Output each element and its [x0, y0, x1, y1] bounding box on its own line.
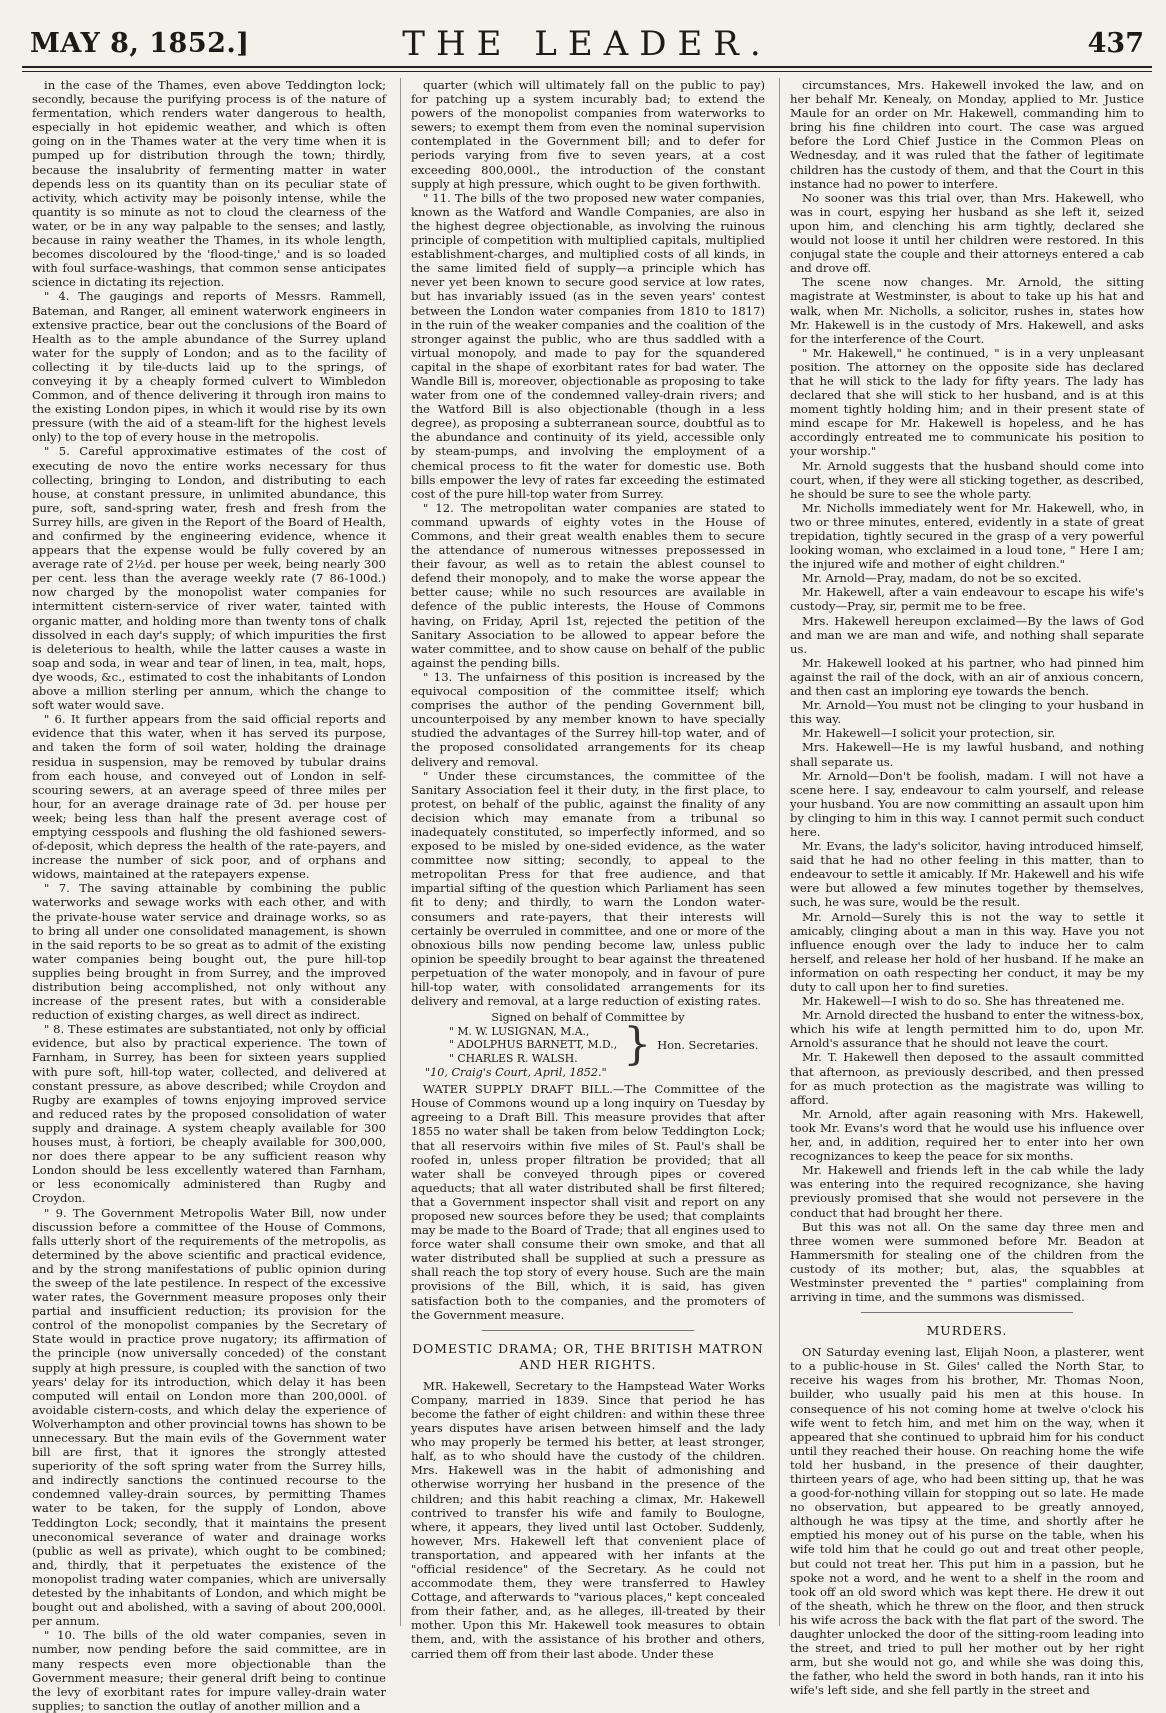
signatory-name: " M. W. LUSIGNAN, M.A., [449, 1024, 590, 1038]
paragraph: Mr. Hakewell—I solicit your protection, sir. [802, 726, 1056, 741]
paragraph: " Mr. Hakewell," he continued, " is in a very unpleasant position. The attorney on the opposite side has declared that he will stick to the lady for fifty years. The lady has declared that she will stick to her husband, and is at this moment tightly holding him; and in their present state of mind escape for Mr. Hakewell is hopeless, and he has accordingly entreated me to communicate his position to your worship." [790, 345, 1144, 459]
paragraph: Mr. Arnold suggests that the husband should come into court, when, if they were all sticking together, as described, he should be sure to see the whole party. [790, 458, 1144, 501]
sanitary-petition-continued [411, 78, 765, 1008]
signature-grid [449, 1019, 765, 1071]
header-rule-thin [22, 71, 1152, 72]
signatory-name: " CHARLES R. WALSH. [449, 1051, 578, 1065]
paragraph: " 4. The gaugings and reports of Messrs. Rammell, Bateman, and Ranger, all eminent waterwork engineers in extensive practice, bear out the conclusions of the Board of Health as to the ample abundance of the Surrey upland water for the supply of London; and as to the facility of collecting it by tile-ducts laid up to the springs, of conveying it by a cheaply formed culvert to Wimbledon Common, and of thence delivering it through iron mains to the existing London pipes, in which it would rise by its own pressure (with the aid of a steam-lift for the highest levels only) to the top of every house in the metropolis. [32, 289, 386, 445]
paragraph: " 10. The bills of the old water companies, seven in number, now pending before the said committee, are in many respects even more objectionable than the Government measure; their general drift being to continue the levy of exorbitant rates for impure valley-drain water supplies; to sanction the outlay of another million and a [32, 1628, 386, 1713]
paragraph: " 13. The unfairness of this position is increased by the equivocal composition of the committee itself; which comprises the author of the pending Government bill, uncounterpoised by any member known to have specially studied the advantages of the Surrey hill-top water, and of the proposed consolidated arrangements for its cheap delivery and removal. [411, 669, 765, 769]
domestic-drama-article [411, 1379, 765, 1661]
paragraph: Mr. Arnold—Don't be foolish, madam. I will not have a scene here. I say, endeavour to calm yourself, and release your husband. You are now committing an assault upon him by clinging to him in this way. I cannot permit such conduct here. [790, 768, 1144, 839]
columns [32, 78, 1144, 1713]
masthead [26, 0, 1148, 64]
paragraph: circumstances, Mrs. Hakewell invoked the law, and on her behalf Mr. Kenealy, on Monday, applied to Mr. Justice Maule for an order on Mr. Hakewell, commanding him to bring his fine children into court. The case was argued before the Lord Chief Justice in the Common Pleas on Wednesday, and it was ruled that the father of legitimate children has the custody of them, and that the Court in this instance had no power to interfere. [790, 78, 1144, 191]
paragraph: Mr. Hakewell and friends left in the cab while the lady was entering into the required recognizance, she having previously promised that she would not persevere in the conduct that had brought her there. [790, 1163, 1144, 1220]
signature-address: "10, Craig's Court, April, 1852." [425, 1065, 607, 1079]
brace-glyph: } [623, 1019, 652, 1071]
paragraph: quarter (which will ultimately fall on the public to pay) for patching up a system incurably bad; to extend the powers of the monopolist companies from waterworks to sewers; to exempt them from even the nominal supervision contemplated in the Government bill; and to defer for periods varying from five to seven years, at a cost exceeding 800,000l., the introduction of the constant supply at high pressure, which ought to be given forthwith. [411, 78, 765, 191]
domestic-drama-continued [790, 78, 1144, 1304]
paragraph: " 5. Careful approximative estimates of the cost of executing de novo the entire works necessary for thus collecting, bringing to London, and distributing to each house, at constant pressure, in unlimited abundance, this pure, soft, sand-spring water, fresh and fresh from the Surrey hills, are given in the Report of the Board of Health, and confirmed by the engineering evidence, whence it appears that the expense would be fully covered by an average rate of 2½d. per house per week, being nearly 300 per cent. less than the average weekly rate (7 86-100d.) now charged by the monopolist water companies for intermittent cistern-service of river water, tainted with organic matter, and holding more than twenty tons of chalk dissolved in each day's supply; of which impurities the first is deleterious to health, while the latter causes a waste in soap and soda, in wear and tear of linen, in tea, malt, hops, dye woods, &c., estimated to cost the inhabitants of London above a million sterling per annum, which the change to soft water would save. [32, 444, 386, 713]
paragraph: Mr. Arnold—Surely this is not the way to settle it amicably, clinging about a man in this way. Have you not influence enough over the lady to induce her to calm herself, and release her hold of her husband. If he make an information on oath respecting her conduct, it may be my duty to call upon her to find sureties. [790, 909, 1144, 994]
paragraph: Mr. Arnold—You must not be clinging to your husband in this way. [790, 698, 1144, 727]
murders-article [790, 1345, 1144, 1697]
paragraph: Mrs. Hakewell—He is my lawful husband, and nothing shall separate us. [790, 740, 1144, 769]
paragraph: Mr. Arnold—Pray, madam, do not be so excited. [802, 571, 1082, 586]
paragraph: Mr. Hakewell, after a vain endeavour to escape his wife's custody—Pray, sir, permit me to be free. [790, 585, 1144, 614]
paragraph: Mr. Arnold directed the husband to enter the witness-box, which his wife at length permitted him to do, upon Mr. Arnold's assurance that he should not leave the court. [790, 1008, 1144, 1051]
paragraph: Mr. Hakewell—I wish to do so. She has threatened me. [802, 994, 1125, 1009]
paragraph: ON Saturday evening last, Elijah Noon, a plasterer, went to a public-house in St. Giles' called the North Star, to receive his wages from his brother, Mr. Thomas Noon, builder, who usually paid his men at this house. In consequence of his not coming home at twelve o'clock his wife went to fetch him, and met him on the way, when it appeared that she continued to upbraid him for his conduct until they reached their house. On reaching home the wife told her husband, in the presence of their daughter, thirteen years of age, who had been sitting up, that he was a good-for-nothing villain for stopping out so late. He made no observation, but appeared to be greatly annoyed, although he was tipsy at the time, and shortly after he emptied his money out of his purse on the table, when his wife told him that he could go out and treat other people, but could not treat her. This put him in a passion, but he spoke not a word, and he went to a shelf in the room and took off an old sword which was kept there. He drew it out of the sheath, which he threw on the floor, and then struck his wife across the back with the flat part of the sword. The daughter unlocked the door of the sitting-room leading into the street, and tried to pull her mother out by her right arm, but she would not go, and while she was doing this, the father, who held the sword in both hands, ran it into his wife's left side, and she fell partly in the street and [790, 1345, 1144, 1698]
paragraph: " 8. These estimates are substantiated, not only by official evidence, but also by practical experience. The town of Farnham, in Surrey, has been for sixteen years supplied with pure soft, hill-top water, collected, and delivered at constant pressure, as above described; while Croydon and Rugby are examples of towns enjoying improved service and reduced rates by the proposed consolidation of water supply and drainage. A system cheaply available for 300 houses must, à fortiori, be cheaply available for 300,000, nor does there appear to be any sufficient reason why London should be less excellently watered than Farnham, or less economically administered than Rugby and Croydon. [32, 1022, 386, 1206]
section-divider [861, 1312, 1073, 1313]
paragraph: Mrs. Hakewell hereupon exclaimed—By the laws of God and man we are man and wife, and nothing shall separate us. [790, 613, 1144, 656]
paragraph: " 7. The saving attainable by combining the public waterworks and sewage works with each other, and with the private-house water service and drainage works, so as to bring all under one consolidated management, is shown in the said reports to be so great as to admit of the existing water companies being bought out, the pure hill-top supplies being brought in from Surrey, and the improved distribution being accomplished, not only without any increase of the present rates, but with a considerable reduction of existing charges, as well direct as indirect. [32, 881, 386, 1023]
signatory-role: Hon. Secretaries. [657, 1038, 759, 1053]
signatory-name: " ADOLPHUS BARNETT, M.D., [449, 1038, 618, 1052]
signature-block [411, 1011, 765, 1079]
signatory-names [449, 1025, 617, 1066]
paragraph: Mr. T. Hakewell then deposed to the assault committed that afternoon, as previously described, and then pressed for as much protection as the magistrate was willing to afford. [790, 1050, 1144, 1107]
paragraph: Mr. Hakewell looked at his partner, who had pinned him against the rail of the dock, with an air of anxious concern, and then cast an imploring eye towards the bench. [790, 655, 1144, 699]
paragraph: But this was not all. On the same day three men and three women were summoned before Mr. Beadon at Hammersmith for stealing one of the children from the custody of its mother; but, alas, the squabbles at Westminster prevented the " parties" complaining from arriving in time, and the summons was dismissed. [790, 1219, 1144, 1305]
paragraph: " 12. The metropolitan water companies are stated to command upwards of eighty votes in the House of Commons, and their great wealth enables them to secure the attendance of numerous witnesses prepossessed in their favour, as well as to retain the ablest counsel to defend their monopoly, and to make the worse appear the better cause; while no such resources are available in defence of the public interests, the House of Commons having, on Friday, April 1st, rejected the petition of the Sanitary Association to be allowed to appear before the water committee, and to show cause on behalf of the public against the pending bills. [411, 500, 765, 670]
issue-date: MAY 8, 1852.] [30, 28, 250, 59]
paragraph: " 9. The Government Metropolis Water Bill, now under discussion before a committee of the House of Commons, falls utterly short of the requirements of the metropolis, as determined by the above scientific and practical evidence, and by the strong manifestations of public opinion during the sweep of the late pestilence. In respect of the excessive water rates, the Government measure proposes only their partial and insufficient reduction; its provision for the control of the monopolist companies by the Secretary of State would in practice prove nugatory; its affirmation of the principle (now universally conceded) of the constant supply at high pressure, is coupled with the sanction of two years' delay for its introduction, which delay it has been computed will entail on London more than 200,000l. of avoidable cistern-costs, and which delay the experience of Wolverhampton and other provincial towns has shown to be unnecessary. But the main evils of the Government water bill are first, that it ignores the strongly attested superiority of the soft spring water from the Surrey hills, and indirectly sanctions the continued recourse to the condemned valley-drain sources, by permitting Thames water to be taken, for the supply of London, above Teddington Lock; secondly, that it maintains the present uneconomical severance of water and drainage works (public as well as private), which ought to be combined; and, thirdly, that it perpetuates the existence of the monopolist trading water companies, which are universally detested by the inhabitants of London, and which might be bought out and abolished, with a saving of about 200,000l. per annum. [32, 1205, 386, 1629]
paragraph: Mr. Arnold, after again reasoning with Mrs. Hakewell, took Mr. Evans's word that he would use his influence over her, and, in addition, required her to enter into her own recognizances to keep the peace for six months. [790, 1106, 1144, 1164]
section-divider [482, 1330, 694, 1331]
column-3 [779, 78, 1144, 1698]
paragraph: " 6. It further appears from the said official reports and evidence that this water, when it has served its purpose, and taken the form of soil water, holding the drainage residua in suspension, may be removed by tubular drains from each house, and conveyed out of London in self-scouring sewers, at an average speed of three miles per hour, for an average drainage rate of 3d. per house per week; being less than half the present average cost of emptying cesspools and flushing the old fashioned sewers-of-deposit, which depress the health of the rate-payers, and increase the number of sick poor, and of orphans and widows, maintained at the ratepayers expense. [32, 712, 386, 882]
paragraph: The scene now changes. Mr. Arnold, the sitting magistrate at Westminster, is about to take up his hat and walk, when Mr. Nicholls, a solicitor, rushes in, states how Mr. Hakewell is in the custody of Mrs. Hakewell, and asks for the interference of the Court. [790, 275, 1144, 346]
newspaper-title: THE LEADER. [402, 24, 772, 64]
page-number: 437 [1087, 28, 1144, 59]
section-heading-murders: MURDERS. [926, 1323, 1008, 1339]
paragraph: WATER SUPPLY DRAFT BILL.—The Committee of the House of Commons wound up a long inquiry on Tuesday by agreeing to a Draft Bill. This measure provides that after 1855 no water shall be taken from below Teddington Lock; that all reservoirs within five miles of St. Paul's shall be roofed in, unless proper filtration be provided; that all water shall be conveyed through pipes or covered aqueducts; that all water distributed shall be first filtered; that a Government inspector shall visit and report on any proposed new sources before they be used; that complaints may be made to the Board of Trade; that all engines used to force water shall consume their own smoke, and that all water distributed shall be supplied at such a pressure as shall reach the top story of every house. Such are the main provisions of the Bill, which, it is said, has given satisfaction both to the companies, and the promoters of the Government measure. [411, 1082, 765, 1322]
paragraph: " 11. The bills of the two proposed new water companies, known as the Watford and Wandle Companies, are also in the highest degree objectionable, as involving the ruinous principle of competition with multiplied capitals, multiplied establishment-charges, and multiplied costs of all kinds, in the same limited field of supply—a principle which has never yet been known to secure good service at low rates, but has invariably issued (as in the seven years' contest between the London water companies from 1810 to 1817) in the ruin of the weaker companies and the coalition of the stronger against the public, who are thus saddled with a virtual monopoly, and made to pay for the squandered capital in the shape of exorbitant rates for bad water. The Wandle Bill is, moreover, objectionable as proposing to take water from one of the condemned valley-drain rivers; and the Watford Bill is also objectionable (though in a less degree), as proposing a subterranean source, doubtful as to the abundance and continuity of its yield, accessible only by steam-pumps, and involving the employment of a chemical process to fit the water for domestic use. Both bills empower the levy of rates far exceeding the estimated cost of the pure hill-top water from Surrey. [411, 190, 765, 501]
signature-intro: Signed on behalf of Committee by [491, 1011, 685, 1025]
column-2 [400, 78, 765, 1661]
paragraph: in the case of the Thames, even above Teddington lock; secondly, because the purifying process is of the nature of fermentation, which renders water dangerous to health, especially in hot epidemic weather, and which is often going on in the Thames water at the very time when it is pumped up for distribution through the town; thirdly, because the insalubrity of fermenting matter in water depends less on its quantity than on its peculiar state of activity, which activity may be poisonly intense, while the quantity is so minute as not to cloud the clearness of the water, or be in any way palpable to the senses; and lastly, because in rainy weather the Thames, in its whole length, becomes discoloured by the 'flood-tinge,' and is so loaded with foul surface-washings, that common sense anticipates science in dictating its rejection. [32, 78, 386, 290]
paragraph: " Under these circumstances, the committee of the Sanitary Association feel it their duty, in the first place, to protest, on behalf of the public, against the finality of any decision which may emanate from a tribunal so inadequately constituted, so imperfectly informed, and so exposed to be misled by one-sided evidence, as the water committee now sitting; secondly, to appeal to the metropolitan Press for that free audience, and that impartial sifting of the question which Parliament has seen fit to deny; and thirdly, to warn the London water-consumers and rate-payers, that their interests will certainly be overruled in committee, and one or more of the obnoxious bills now pending become law, unless public opinion be speedily brought to bear against the threatened perpetuation of the water monopoly, and in favour of pure hill-top water, with consolidated arrangements for its delivery and removal, at a large reduction of existing rates. [411, 768, 765, 1009]
section-heading-domestic-drama: DOMESTIC DRAMA; OR, THE BRITISH MATRON AND HER RIGHTS. [412, 1340, 764, 1372]
paragraph: Mr. Nicholls immediately went for Mr. Hakewell, who, in two or three minutes, entered, evidently in a state of great trepidation, tightly secured in the grasp of a very powerful looking woman, who exclaimed in a loud tone, " Here I am; the injured wife and mother of eight children." [790, 500, 1144, 572]
water-supply-draft-bill [411, 1082, 765, 1322]
paragraph: Mr. Evans, the lady's solicitor, having introduced himself, said that he had no other feeling in this matter, than to endeavour to settle it amicably. If Mr. Hakewell and his wife were but allowed a few minutes together by themselves, such, he was sure, would be the result. [790, 839, 1144, 910]
column-1 [32, 78, 386, 1713]
paragraph: MR. Hakewell, Secretary to the Hampstead Water Works Company, married in 1839. Since that period he has become the father of eight children: and within these three years disputes have arisen between himself and the lady who may properly be termed his better, at least stronger, half, as to who should have the custody of the children. Mrs. Hakewell was in the habit of admonishing and otherwise worrying her husband in the presence of the children; and this habit reaching a climax, Mr. Hakewell contrived to transfer his wife and family to Boulogne, where, it appears, they lived until last October. Suddenly, however, Mrs. Hakewell left that convenient place of transportation, and appeared with her infants at the "official residence" of the Secretary. As he could not accommodate them, they were transferred to Hawley Cottage, and afterwards to "various places," kept concealed from their father, and, as he alleges, ill-treated by their mother. Upon this Mr. Hakewell took measures to obtain them, and, with the assistance of his brother and others, carried them off from their last abode. Under these [411, 1378, 765, 1661]
header-rule [22, 66, 1152, 68]
paragraph: No sooner was this trial over, than Mrs. Hakewell, who was in court, espying her husband as she left it, seized upon him, and clenching his arm tightly, declared she would not loose it until her children were restored. In this conjugal state the couple and their attorneys entered a cab and drove off. [790, 190, 1144, 276]
